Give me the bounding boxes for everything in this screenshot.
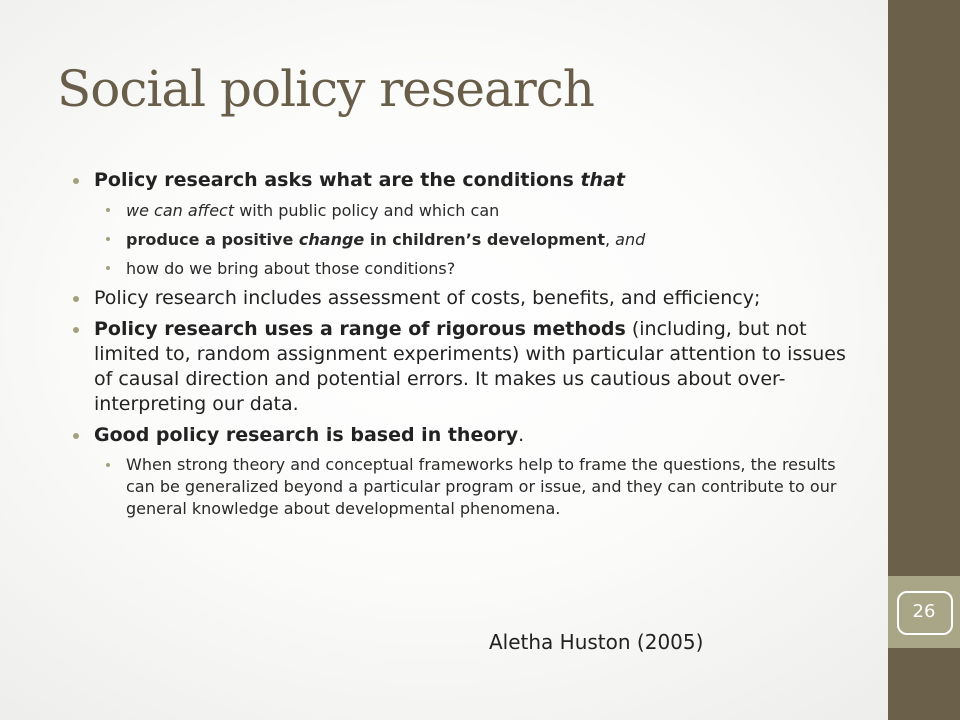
bullet-theory-text: . [518, 424, 525, 446]
page-number: 26 [912, 601, 936, 622]
slide-title: Social policy research [57, 60, 594, 118]
sub-bullet-affect-text: with public policy and which can [234, 201, 500, 220]
sub-bullet-change-bold-italic: change [298, 230, 365, 249]
citation: Aletha Huston (2005) [489, 630, 704, 654]
bullet-conditions-bold-italic: that [580, 169, 625, 191]
bullet-methods [72, 317, 862, 417]
sub-bullet-change-italic: and [615, 230, 646, 249]
sub-bullet-affect [104, 199, 862, 222]
bullet-costs-text: Policy research includes assessment of costs, benefits, and efficiency; [94, 287, 761, 309]
sub-bullet-change-text: , [604, 230, 616, 249]
bullet-list [72, 168, 862, 526]
bullet-methods-bold: Policy research uses a range of rigorous methods [94, 318, 626, 340]
bullet-methods-text: (including, but not limited to, random assignment experiments) with particular attention to issues of causal direction and potential errors. It makes us cautious about over-interpreting our data. [94, 318, 846, 415]
sub-bullet-frameworks [104, 454, 862, 520]
sub-bullet-frameworks-text: When strong theory and conceptual frameworks help to frame the questions, the results can be generalized beyond a particular program or issue, and they can contribute to our general knowledge about developmental phenomena. [126, 455, 837, 518]
sub-bullet-change-bold-1: produce a positive [126, 230, 299, 249]
sub-bullet-how-text: how do we bring about those conditions? [126, 259, 456, 278]
sub-bullet-how [104, 257, 862, 280]
sub-bullet-change [104, 228, 862, 251]
sub-bullet-change-bold-2: in children’s development [364, 230, 605, 249]
sub-bullet-affect-italic: we can affect [126, 201, 235, 220]
bullet-conditions-bold: Policy research asks what are the conditions [94, 169, 581, 191]
bullet-theory-bold: Good policy research is based in theory [94, 424, 519, 446]
bullet-costs [72, 286, 862, 311]
bullet-theory [72, 423, 862, 448]
bullet-conditions [72, 168, 862, 193]
